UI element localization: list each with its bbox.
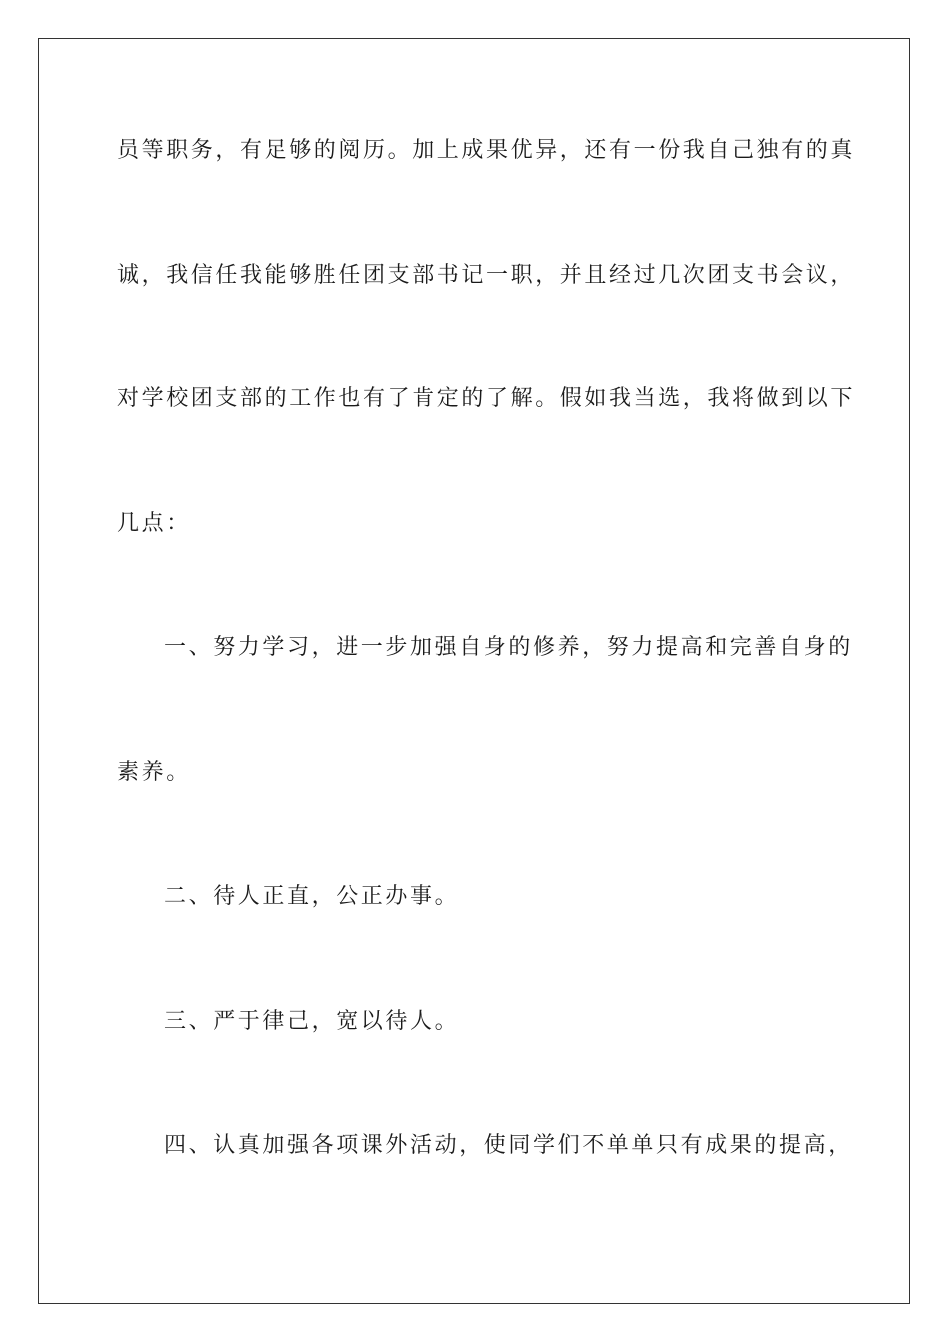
list-item-4: 四、认真加强各项课外活动，使同学们不单单只有成果的提高， [164, 1133, 853, 1158]
list-item-3: 三、严于律己，宽以待人。 [164, 1009, 460, 1034]
text-line-1: 员等职务，有足够的阅历。加上成果优异，还有一份我自己独有的真 [117, 138, 856, 163]
text-line-4: 几点： [117, 511, 191, 536]
text-line-3: 对学校团支部的工作也有了肯定的了解。假如我当选，我将做到以下 [117, 386, 856, 411]
list-item-2: 二、待人正直，公正办事。 [164, 884, 460, 909]
text-line-2: 诚，我信任我能够胜任团支部书记一职，并且经过几次团支书会议， [117, 263, 856, 288]
text-line-6: 素养。 [117, 760, 191, 785]
page-frame [38, 38, 910, 1304]
list-item-1: 一、努力学习，进一步加强自身的修养，努力提高和完善自身的 [164, 635, 853, 660]
